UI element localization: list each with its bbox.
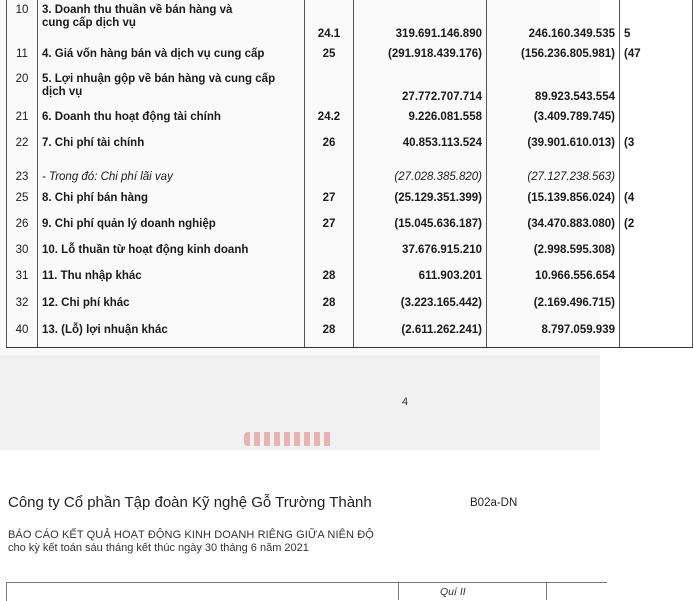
column-divider <box>546 582 547 600</box>
row-item-text: 9. Chi phí quản lý doanh nghiệp <box>42 218 216 230</box>
row-note: 25 <box>305 44 354 69</box>
row-note <box>305 240 354 266</box>
column-divider <box>398 582 399 600</box>
row-extra-value <box>620 320 693 347</box>
table-row <box>7 107 693 133</box>
row-item-text: cung cấp dịch vụ <box>42 17 136 29</box>
row-item <box>38 133 305 167</box>
row-extra-value: (3 <box>620 133 693 167</box>
row-current-value: (2.611.262.241) <box>354 320 487 347</box>
table-row <box>7 167 693 188</box>
table-row <box>7 0 693 44</box>
row-previous-value: (2.169.496.715) <box>487 293 620 320</box>
row-code: 21 <box>7 107 38 133</box>
row-item-text: 7. Chi phí tài chính <box>42 137 145 149</box>
row-item-text: dịch vụ <box>42 86 83 98</box>
row-item <box>38 266 305 293</box>
table-row <box>7 69 693 107</box>
form-code: B02a-DN <box>470 497 518 509</box>
row-note <box>305 167 354 188</box>
row-previous-value: (27.127.238.563) <box>487 167 620 188</box>
row-previous-value: (3.409.789.745) <box>487 107 620 133</box>
row-item-text: 4. Giá vốn hàng bán và dịch vụ cung cấp <box>42 48 265 60</box>
row-extra-value <box>620 69 693 107</box>
row-note: 28 <box>305 293 354 320</box>
row-previous-value: (15.139.856.024) <box>487 188 620 214</box>
income-statement-body <box>7 0 693 347</box>
row-current-value: 9.226.081.558 <box>354 107 487 133</box>
row-extra-value <box>620 167 693 188</box>
row-current-value: 40.853.113.524 <box>354 133 487 167</box>
table-row <box>7 293 693 320</box>
row-item <box>38 293 305 320</box>
row-extra-value <box>620 293 693 320</box>
row-item-text: 13. (Lỗ) lợi nhuận khác <box>42 324 168 336</box>
row-code: 40 <box>7 320 38 347</box>
table-row <box>7 44 693 69</box>
page-number: 4 <box>401 396 409 408</box>
red-stamp-mark <box>244 432 334 446</box>
row-item-text: 10. Lỗ thuần từ hoạt động kinh doanh <box>42 244 249 256</box>
row-item-text: 3. Doanh thu thuần về bán hàng và <box>42 4 233 16</box>
row-item-text: 5. Lợi nhuận gộp về bán hàng và cung cấp <box>42 73 276 85</box>
row-previous-value: 10.966.556.654 <box>487 266 620 293</box>
row-item <box>38 69 305 107</box>
row-item <box>38 240 305 266</box>
row-item-text: 11. Thu nhập khác <box>42 270 142 282</box>
row-current-value: (291.918.439.176) <box>354 44 487 69</box>
row-extra-value: (2 <box>620 214 693 240</box>
table-row <box>7 266 693 293</box>
row-item-text: 12. Chi phí khác <box>42 297 130 309</box>
company-name: Công ty Cổ phần Tập đoàn Kỹ nghệ Gỗ Trường Thành <box>8 494 372 511</box>
row-code: 26 <box>7 214 38 240</box>
row-previous-value: (34.470.883.080) <box>487 214 620 240</box>
row-code: 11 <box>7 44 38 69</box>
row-code: 23 <box>7 167 38 188</box>
row-item-text: 8. Chi phí bán hàng <box>42 192 149 204</box>
row-previous-value: 246.160.349.535 <box>487 0 620 44</box>
row-item <box>38 107 305 133</box>
row-code: 22 <box>7 133 38 167</box>
quarter-header: Quí II <box>440 586 466 598</box>
row-extra-value <box>620 107 693 133</box>
row-item <box>38 0 305 44</box>
row-current-value: (3.223.165.442) <box>354 293 487 320</box>
row-item <box>38 214 305 240</box>
row-current-value: (25.129.351.399) <box>354 188 487 214</box>
row-note: 24.1 <box>305 0 354 44</box>
row-item <box>38 188 305 214</box>
table-row <box>7 214 693 240</box>
row-extra-value <box>620 240 693 266</box>
row-code: 10 <box>7 0 38 44</box>
row-previous-value: (2.998.595.308) <box>487 240 620 266</box>
row-code: 20 <box>7 69 38 107</box>
row-current-value: (27.028.385.820) <box>354 167 487 188</box>
row-code: 30 <box>7 240 38 266</box>
row-note: 26 <box>305 133 354 167</box>
row-code: 25 <box>7 188 38 214</box>
row-item <box>38 167 305 188</box>
table-row <box>7 320 693 347</box>
row-previous-value: (156.236.805.981) <box>487 44 620 69</box>
row-current-value: 319.691.146.890 <box>354 0 487 44</box>
row-item-text: 6. Doanh thu hoạt động tài chính <box>42 111 221 123</box>
row-item-text: - Trong đó: Chi phí lãi vay <box>42 171 173 183</box>
table-row <box>7 188 693 214</box>
row-extra-value: 5 <box>620 0 693 44</box>
statement-page-bottom <box>0 450 600 600</box>
row-extra-value: (4 <box>620 188 693 214</box>
row-extra-value: (47 <box>620 44 693 69</box>
row-item <box>38 320 305 347</box>
row-note: 27 <box>305 188 354 214</box>
row-previous-value: 89.923.543.554 <box>487 69 620 107</box>
row-current-value: (15.045.636.187) <box>354 214 487 240</box>
row-previous-value: (39.901.610.013) <box>487 133 620 167</box>
row-extra-value <box>620 266 693 293</box>
row-previous-value: 8.797.059.939 <box>487 320 620 347</box>
income-statement-table <box>6 0 693 348</box>
row-note: 28 <box>305 320 354 347</box>
table-row <box>7 133 693 167</box>
bottom-table-frame <box>6 582 607 601</box>
row-current-value: 611.903.201 <box>354 266 487 293</box>
row-note <box>305 69 354 107</box>
row-note: 28 <box>305 266 354 293</box>
row-code: 31 <box>7 266 38 293</box>
report-period: cho kỳ kết toán sáu tháng kết thúc ngày 30 tháng 6 năm 2021 <box>8 542 309 554</box>
report-title: BÁO CÁO KẾT QUẢ HOẠT ĐỘNG KINH DOANH RIÊNG GIỮA NIÊN ĐỘ <box>8 529 374 541</box>
row-note: 27 <box>305 214 354 240</box>
row-code: 32 <box>7 293 38 320</box>
row-current-value: 27.772.707.714 <box>354 69 487 107</box>
table-row <box>7 240 693 266</box>
row-note: 24.2 <box>305 107 354 133</box>
row-item <box>38 44 305 69</box>
row-current-value: 37.676.915.210 <box>354 240 487 266</box>
